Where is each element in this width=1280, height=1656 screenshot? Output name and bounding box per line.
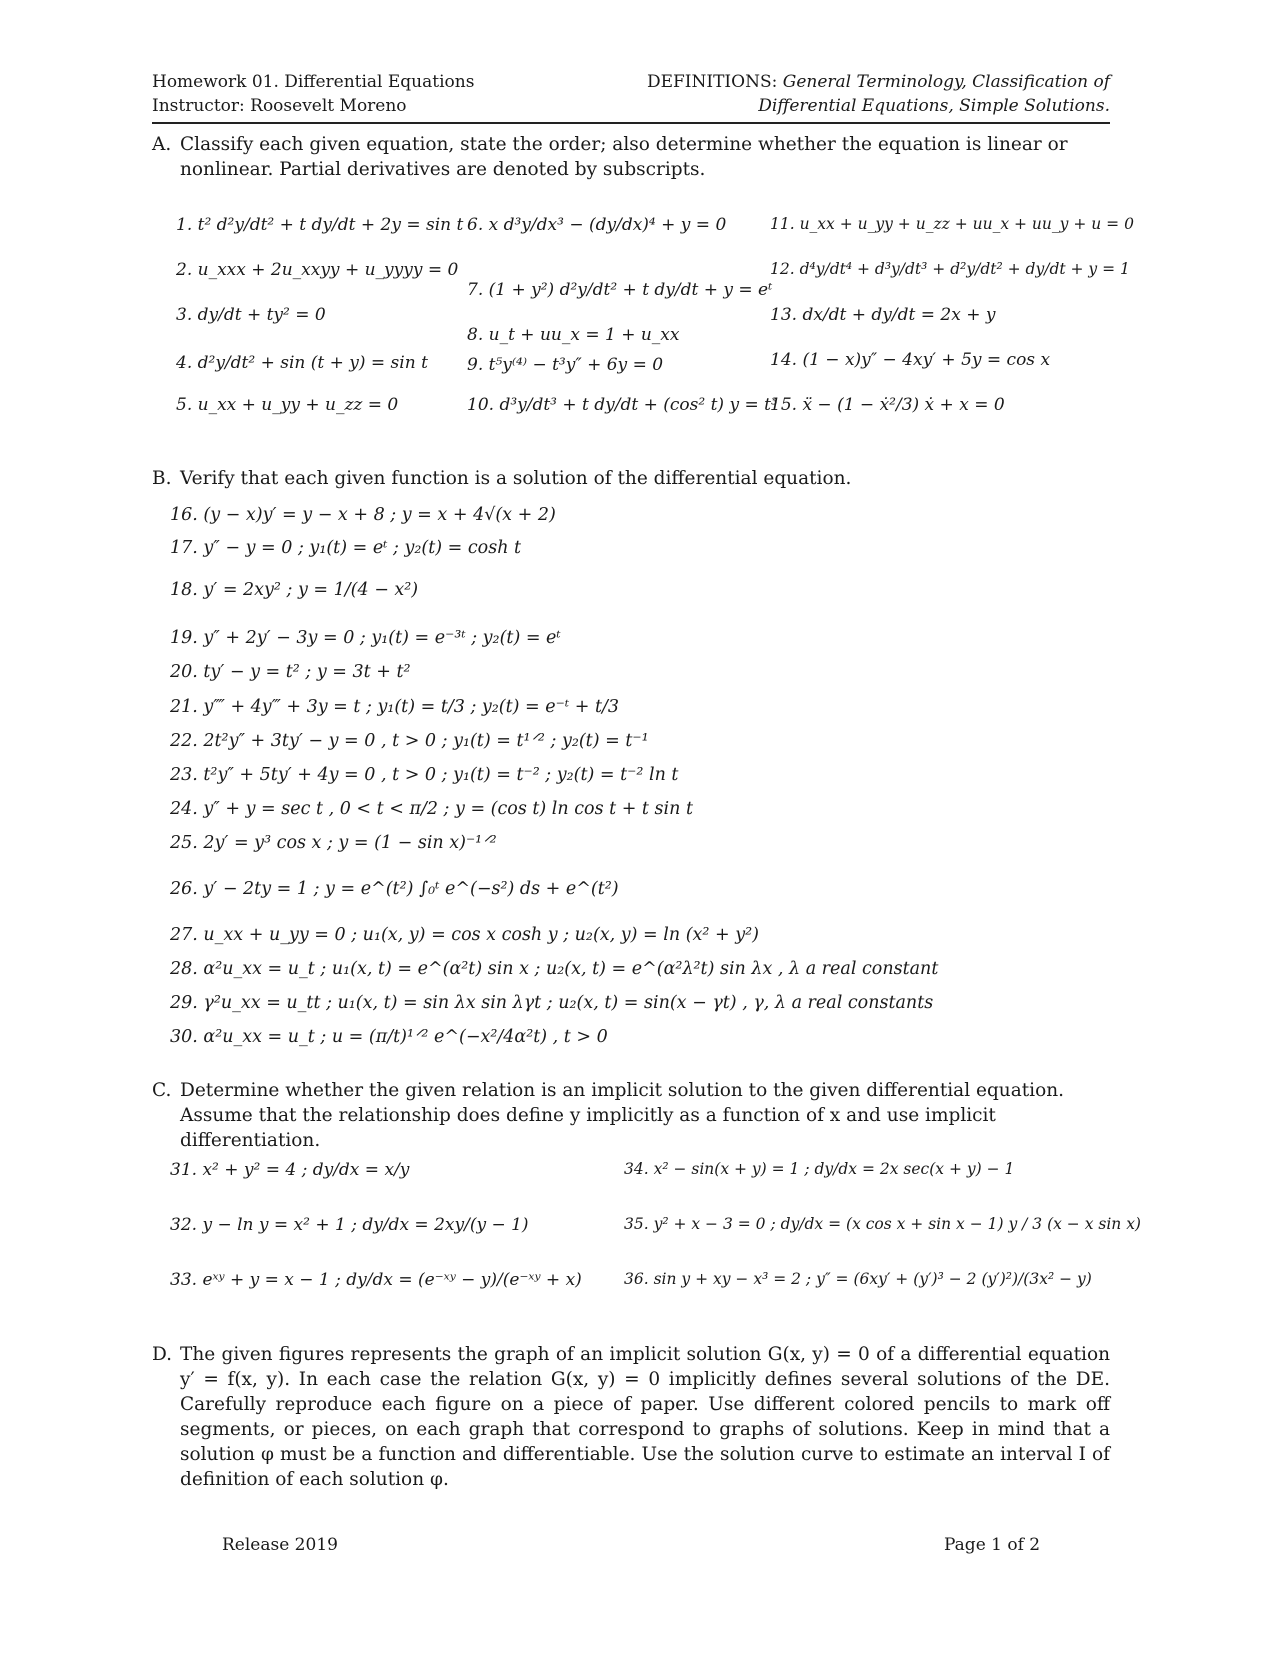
problem-27: 27. u_xx + u_yy = 0 ; u₁(x, y) = cos x cosh y ; u₂(x, y) = ln (x² + y²) <box>170 925 759 945</box>
topic-line-2: Differential Equations, Simple Solutions. <box>758 96 1110 116</box>
section-b-text: Verify that each given function is a solution of the differential equation. <box>180 468 852 489</box>
section-b-intro <box>152 466 1110 491</box>
section-c-intro <box>152 1078 1110 1153</box>
section-d-letter: D. <box>152 1344 173 1365</box>
equation-1: 1. t² d²y/dt² + t dy/dt + 2y = sin t <box>176 215 464 235</box>
problem-33: 33. eˣʸ + y = x − 1 ; dy/dx = (e⁻ˣʸ − y)/(e⁻ˣʸ + x) <box>170 1270 582 1290</box>
section-a-column-2 <box>467 205 778 445</box>
section-a-column-1 <box>176 205 476 445</box>
problem-21: 21. y⁗ + 4y‴ + 3y = t ; y₁(t) = t/3 ; y₂(t) = e⁻ᵗ + t/3 <box>170 697 620 717</box>
equation-10: 10. d³y/dt³ + t dy/dt + (cos² t) y = t³ <box>467 395 778 415</box>
equation-7: 7. (1 + y²) d²y/dt² + t dy/dt + y = eᵗ <box>467 280 773 300</box>
section-a-letter: A. <box>152 134 172 155</box>
equation-4: 4. d²y/dt² + sin (t + y) = sin t <box>176 353 428 373</box>
page-number: Page 1 of 2 <box>944 1535 1041 1555</box>
equation-8: 8. u_t + uu_x = 1 + u_xx <box>467 325 680 345</box>
definitions-label: DEFINITIONS: <box>646 72 783 92</box>
equation-3: 3. dy/dt + ty² = 0 <box>176 305 326 325</box>
section-a-intro <box>152 132 1110 182</box>
equation-14: 14. (1 − x)y″ − 4xy′ + 5y = cos x <box>770 350 1051 370</box>
problem-16: 16. (y − x)y′ = y − x + 8 ; y = x + 4√(x + 2) <box>170 505 556 525</box>
section-c-text: Determine whether the given relation is an implicit solution to the given differential equation. Assume that the relationship does define y implicitly as a function of x and use implicit differentiation. <box>180 1080 1065 1151</box>
problem-36: 36. sin y + xy − x³ = 2 ; y″ = (6xy′ + (y′)³ − 2 (y′)²)/(3x² − y) <box>624 1270 1092 1288</box>
problem-25: 25. 2y′ = y³ cos x ; y = (1 − sin x)⁻¹ᐟ² <box>170 833 497 853</box>
problem-22: 22. 2t²y″ + 3ty′ − y = 0 , t > 0 ; y₁(t) = t¹ᐟ² ; y₂(t) = t⁻¹ <box>170 731 649 751</box>
problem-32: 32. y − ln y = x² + 1 ; dy/dx = 2xy/(y − 1) <box>170 1215 529 1235</box>
problem-19: 19. y″ + 2y′ − 3y = 0 ; y₁(t) = e⁻³ᵗ ; y₂(t) = eᵗ <box>170 628 561 648</box>
section-b-list <box>170 505 1110 1065</box>
header-left <box>152 70 474 118</box>
section-d-intro <box>152 1342 1110 1492</box>
problem-30: 30. α²u_xx = u_t ; u = (π/t)¹ᐟ² e^(−x²/4α²t) , t > 0 <box>170 1027 608 1047</box>
equation-15: 15. ẍ − (1 − ẋ²/3) ẋ + x = 0 <box>770 395 1005 415</box>
equation-2: 2. u_xxx + 2u_xxyy + u_yyyy = 0 <box>176 260 459 280</box>
equation-5: 5. u_xx + u_yy + u_zz = 0 <box>176 395 399 415</box>
section-b-letter: B. <box>152 468 172 489</box>
problem-23: 23. t²y″ + 5ty′ + 4y = 0 , t > 0 ; y₁(t) = t⁻² ; y₂(t) = t⁻² ln t <box>170 765 679 785</box>
course-title: Homework 01. Differential Equations <box>152 72 475 92</box>
problem-20: 20. ty′ − y = t² ; y = 3t + t² <box>170 662 411 682</box>
equation-9: 9. t⁵y⁽⁴⁾ − t³y″ + 6y = 0 <box>467 355 664 375</box>
problem-31: 31. x² + y² = 4 ; dy/dx = x/y <box>170 1160 410 1180</box>
section-a-text: Classify each given equation, state the order; also determine whether the equation is linear or nonlinear. Partial derivatives are denoted by subscripts. <box>180 134 1068 180</box>
equation-11: 11. u_xx + u_yy + u_zz + uu_x + uu_y + u = 0 <box>770 215 1134 233</box>
section-d-text: The given figures represents the graph of an implicit solution G(x, y) = 0 of a differential equation y′ = f(x, y). In each case the relation G(x, y) = 0 implicitly defines several solutions of the DE. Carefully reproduce each figure on a piece of paper. Use different colored pencils to mark off segments, or pieces, on each graph that correspond to graphs of solutions. Keep in mind that a solution φ must be a function and differentiable. Use the solution curve to estimate an interval I of definition of each solution φ. <box>180 1344 1110 1490</box>
section-c-letter: C. <box>152 1080 172 1101</box>
section-c-left <box>170 1160 610 1320</box>
problem-24: 24. y″ + y = sec t , 0 < t < π/2 ; y = (cos t) ln cos t + t sin t <box>170 799 693 819</box>
problem-17: 17. y″ − y = 0 ; y₁(t) = eᵗ ; y₂(t) = cosh t <box>170 538 522 558</box>
header-right <box>647 70 1110 118</box>
problem-28: 28. α²u_xx = u_t ; u₁(x, t) = e^(α²t) sin x ; u₂(x, t) = e^(α²λ²t) sin λx , λ a real constant <box>170 959 939 979</box>
instructor-name: Instructor: Roosevelt Moreno <box>152 96 407 116</box>
problem-34: 34. x² − sin(x + y) = 1 ; dy/dx = 2x sec(x + y) − 1 <box>624 1160 1015 1178</box>
header-rule <box>152 122 1110 124</box>
problem-35: 35. y² + x − 3 = 0 ; dy/dx = (x cos x + sin x − 1) y / 3 (x − x sin x) <box>624 1215 1141 1233</box>
topic-line-1: General Terminology, Classification of <box>782 72 1110 92</box>
release-label: Release 2019 <box>222 1535 338 1555</box>
problem-26: 26. y′ − 2ty = 1 ; y = e^(t²) ∫₀ᵗ e^(−s²) ds + e^(t²) <box>170 879 619 899</box>
section-a-column-3 <box>770 205 1134 445</box>
equation-12: 12. d⁴y/dt⁴ + d³y/dt³ + d²y/dt² + dy/dt + y = 1 <box>770 260 1130 278</box>
section-c-right <box>624 1160 1141 1320</box>
equation-13: 13. dx/dt + dy/dt = 2x + y <box>770 305 996 325</box>
problem-18: 18. y′ = 2xy² ; y = 1/(4 − x²) <box>170 580 419 600</box>
problem-29: 29. γ²u_xx = u_tt ; u₁(x, t) = sin λx sin λγt ; u₂(x, t) = sin(x − γt) , γ, λ a real constants <box>170 993 934 1013</box>
equation-6: 6. x d³y/dx³ − (dy/dx)⁴ + y = 0 <box>467 215 727 235</box>
